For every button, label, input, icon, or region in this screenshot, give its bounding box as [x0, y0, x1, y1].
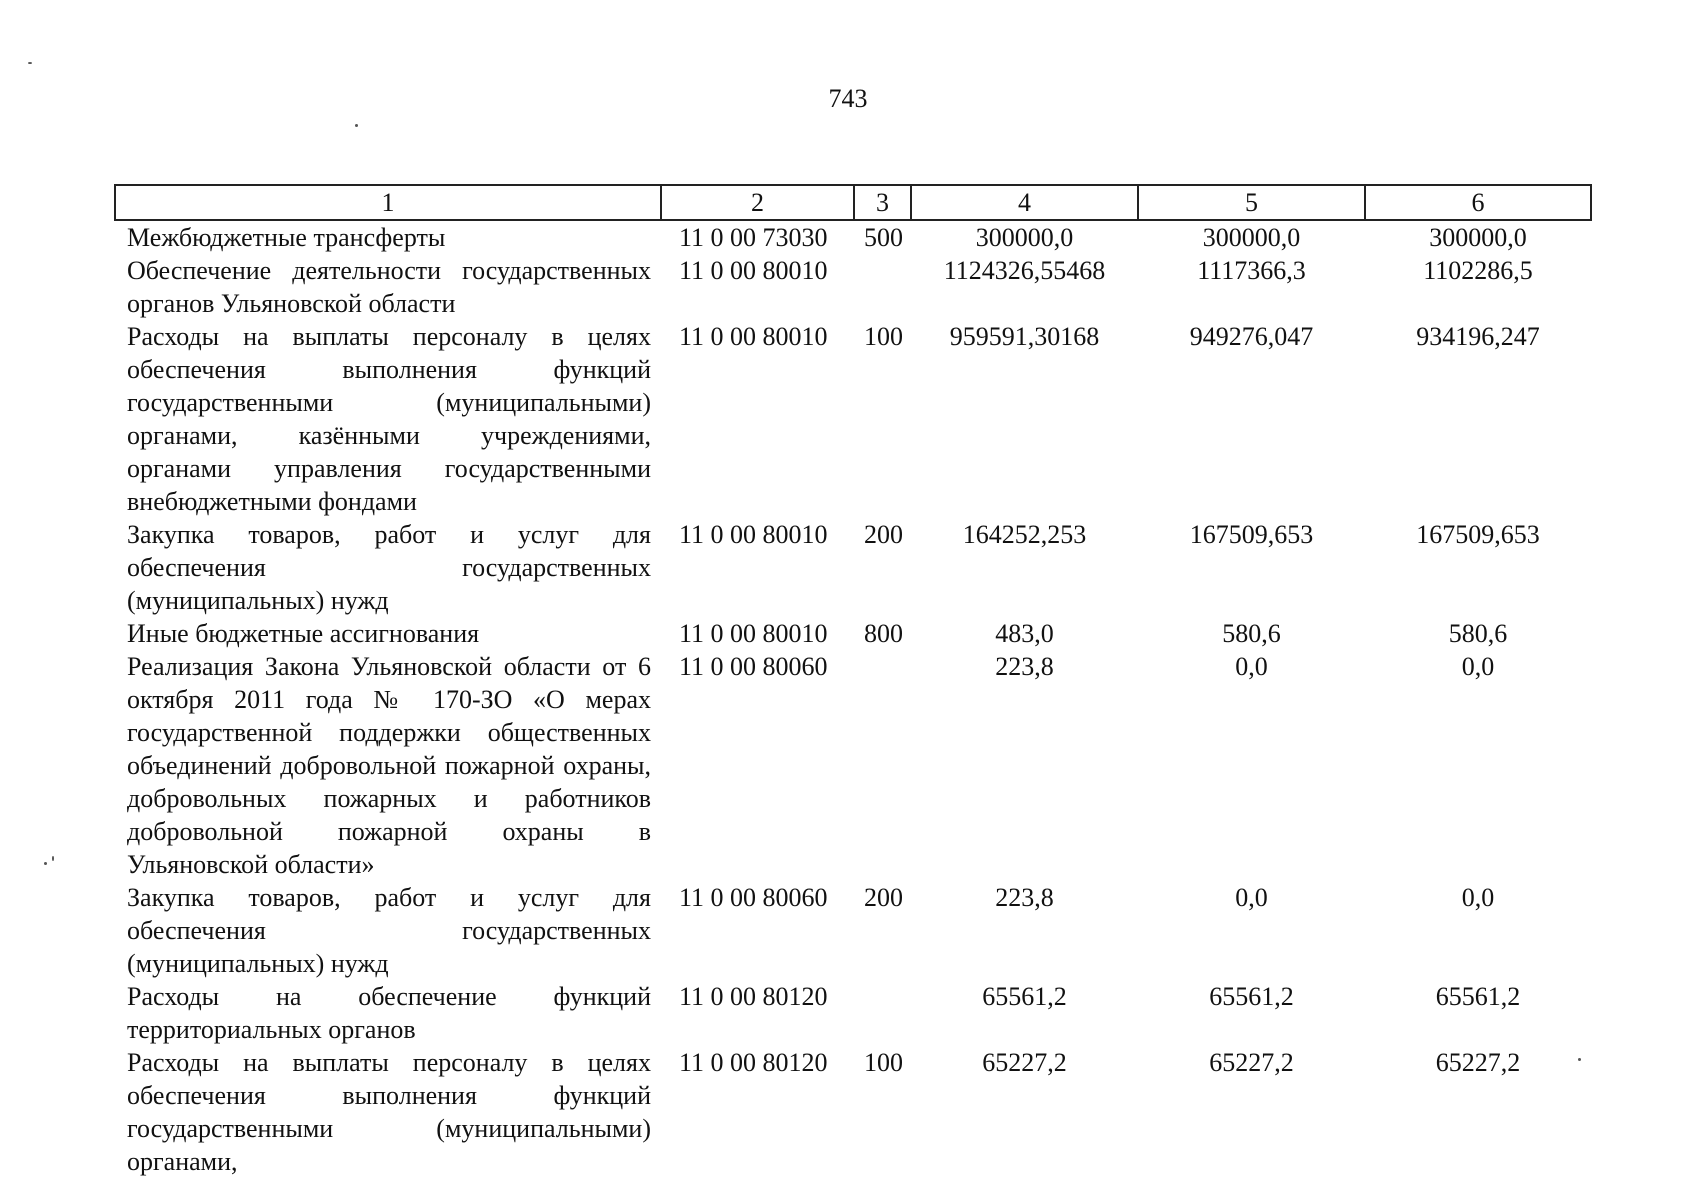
row-value-5: 0,0: [1235, 652, 1268, 681]
row-expense-type: 800: [864, 619, 903, 648]
row-code: 11 0 00 80120: [679, 982, 828, 1011]
scan-speck: [44, 862, 47, 865]
budget-table: [114, 184, 1592, 1178]
table-row: [115, 650, 1591, 881]
header-row: [115, 185, 1591, 220]
row-value-4: 65561,2: [982, 982, 1067, 1011]
row-name: Расходы на выплаты персоналу в целях обеспечения выполнения функций государственными (муниципальными) органами, казёнными учреждениями, органами управления государственными внебюджетными фондами: [127, 322, 651, 516]
row-value-6: 934196,247: [1416, 322, 1540, 351]
table-row: [115, 1046, 1591, 1178]
row-value-4: 483,0: [995, 619, 1054, 648]
row-expense-type: [854, 980, 911, 1046]
scan-speck: [1578, 1058, 1581, 1061]
row-expense-type: 200: [864, 520, 903, 549]
column-header-1: 1: [115, 185, 661, 220]
row-name: Расходы на обеспечение функций территориальных органов: [127, 982, 651, 1044]
row-code: 11 0 00 80010: [679, 322, 828, 351]
row-value-4: 959591,30168: [949, 322, 1100, 351]
table-body: [115, 220, 1591, 1178]
row-name: Расходы на выплаты персоналу в целях обеспечения выполнения функций государственными (муниципальными) органами,: [127, 1048, 651, 1176]
scan-speck: [52, 856, 54, 861]
row-value-5: 949276,047: [1189, 322, 1314, 351]
page-number: 743: [828, 84, 868, 113]
row-value-6: 0,0: [1461, 652, 1495, 681]
row-code: 11 0 00 80010: [679, 520, 828, 549]
table-header: [115, 185, 1591, 220]
row-value-4: 164252,253: [962, 520, 1087, 549]
row-value-5: 65227,2: [1209, 1048, 1294, 1077]
row-value-5: 300000,0: [1202, 223, 1301, 252]
row-value-6: 300000,0: [1429, 223, 1527, 252]
row-expense-type: 100: [864, 1048, 903, 1077]
row-value-6: 1102286,5: [1423, 256, 1533, 285]
row-name: Обеспечение деятельности государственных органов Ульяновской области: [127, 256, 651, 318]
row-value-4: 223,8: [995, 652, 1054, 681]
row-name: Иные бюджетные ассигнования: [127, 619, 480, 648]
scan-speck: [355, 124, 358, 127]
row-value-5: 1117366,3: [1197, 256, 1306, 285]
row-value-4: 1124326,55468: [943, 256, 1106, 285]
row-value-5: 580,6: [1222, 619, 1281, 648]
table-row: [115, 980, 1591, 1046]
row-code: 11 0 00 80010: [679, 256, 828, 285]
row-value-4: 223,8: [995, 883, 1054, 912]
scan-speck: [28, 62, 32, 64]
table-row: [115, 617, 1591, 650]
table-row: [115, 254, 1591, 320]
row-value-6: 167509,653: [1416, 520, 1540, 549]
row-expense-type: [854, 650, 911, 881]
row-code: 11 0 00 80120: [679, 1048, 828, 1077]
row-code: 11 0 00 80060: [679, 652, 828, 681]
row-expense-type: [854, 254, 911, 320]
column-header-2: 2: [661, 185, 854, 220]
table-row: [115, 320, 1591, 518]
row-code: 11 0 00 73030: [679, 223, 828, 252]
row-value-5: 65561,2: [1209, 982, 1294, 1011]
row-name: Закупка товаров, работ и услуг для обеспечения государственных (муниципальных) нужд: [127, 883, 651, 978]
row-value-5: 167509,653: [1189, 520, 1314, 549]
column-header-5: 5: [1138, 185, 1365, 220]
row-value-6: 65227,2: [1435, 1048, 1521, 1077]
row-value-4: 300000,0: [975, 223, 1074, 252]
row-value-6: 65561,2: [1435, 982, 1521, 1011]
row-expense-type: 500: [864, 223, 903, 252]
row-code: 11 0 00 80060: [679, 883, 828, 912]
row-name: Реализация Закона Ульяновской области от 6 октября 2011 года № 170-ЗО «О мерах государственной поддержки общественных объединений добровольной пожарной охраны, добровольных пожарных и работников добровольной пожарной охраны в Ульяновской области»: [127, 652, 651, 879]
row-value-5: 0,0: [1235, 883, 1268, 912]
row-value-4: 65227,2: [982, 1048, 1067, 1077]
row-expense-type: 200: [864, 883, 903, 912]
table-row: [115, 518, 1591, 617]
column-header-3: 3: [854, 185, 911, 220]
row-expense-type: 100: [864, 322, 903, 351]
row-value-6: 0,0: [1461, 883, 1495, 912]
column-header-4: 4: [911, 185, 1138, 220]
column-header-6: 6: [1365, 185, 1591, 220]
row-name: Закупка товаров, работ и услуг для обеспечения государственных (муниципальных) нужд: [127, 520, 651, 615]
table-row: [115, 220, 1591, 254]
table-row: [115, 881, 1591, 980]
row-name: Межбюджетные трансферты: [127, 223, 446, 252]
row-code: 11 0 00 80010: [679, 619, 828, 648]
row-value-6: 580,6: [1448, 619, 1508, 648]
